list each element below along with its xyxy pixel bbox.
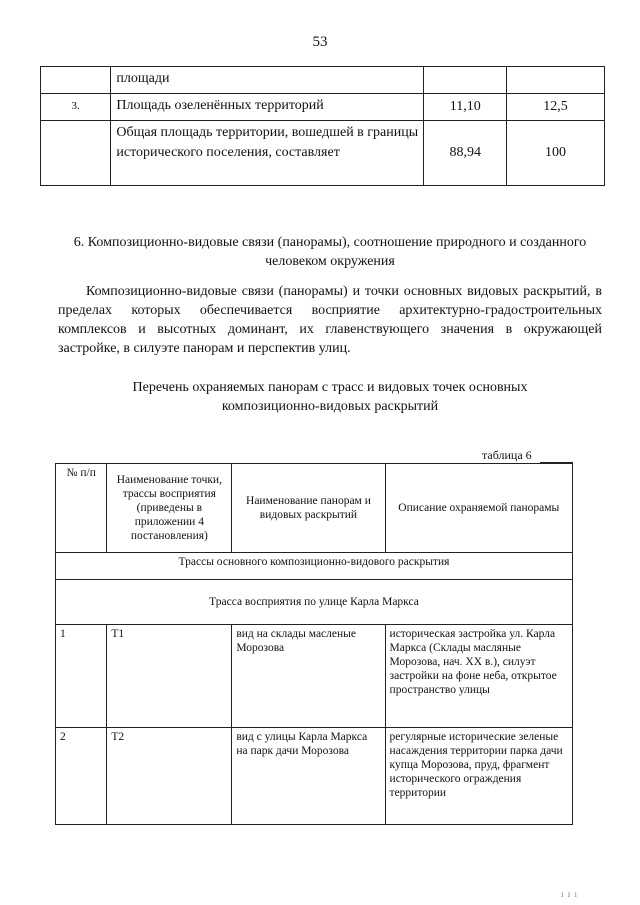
percent-cell <box>507 67 605 94</box>
scan-artifact: ı ı ı <box>560 889 578 899</box>
table-row <box>41 94 605 121</box>
section-subtitle: Трасса восприятия по улице Карла Маркса <box>56 580 573 625</box>
list-heading: Перечень охраняемых панорам с трасс и видовых точек основных композиционно-видовых раскрытий <box>132 380 528 414</box>
section-heading: 6. Композиционно-видовые связи (панорамы), соотношение природного и созданного человеком окружения <box>73 235 587 269</box>
section-title: Трассы основного композиционно-видового раскрытия <box>56 553 573 580</box>
panoramas-table <box>55 463 573 825</box>
header-panorama: Наименование панорам и видовых раскрытий <box>232 464 385 553</box>
row-number-cell <box>41 67 111 94</box>
area-balance-table <box>40 66 605 186</box>
body-paragraph: Композиционно-видовые связи (панорамы) и точки основных видовых раскрытий, в пределах которых обеспечивается восприятие архитектурно-градостроительных комплексов и высотных доминант, их главенствующего значения в окружающей застройке, в силуэте панорам и перспектив улиц. <box>58 284 602 356</box>
table-label: таблица 6 <box>482 448 532 462</box>
table-row <box>41 121 605 186</box>
row-name-cell: Площадь озеленённых территорий <box>111 94 424 121</box>
section-row <box>56 580 573 625</box>
value-cell: 88,94 <box>424 121 507 186</box>
description-cell: регулярные исторические зеленые насаждения территории парка дачи купца Морозова, пруд, фрагмент исторического ограждения территории <box>385 728 572 825</box>
header-num: № п/п <box>56 464 107 553</box>
table-row <box>56 625 573 728</box>
row-number-cell <box>41 121 111 186</box>
row-number-cell: 1 <box>56 625 107 728</box>
panorama-cell: вид с улицы Карла Маркса на парк дачи Морозова <box>232 728 385 825</box>
header-description: Описание охраняемой панорамы <box>385 464 572 553</box>
table-header-row <box>56 464 573 553</box>
row-number-cell: 3. <box>41 94 111 121</box>
row-name-cell: Общая площадь территории, вошедшей в границы исторического поселения, составляет <box>111 121 424 186</box>
percent-cell: 100 <box>507 121 605 186</box>
row-number-cell: 2 <box>56 728 107 825</box>
row-name-cell: площади <box>111 67 424 94</box>
panorama-cell: вид на склады масленые Морозова <box>232 625 385 728</box>
trace-cell: Т2 <box>107 728 232 825</box>
section-row <box>56 553 573 580</box>
description-cell: историческая застройка ул. Карла Маркса (Склады масляные Морозова, нач. XX в.), силуэт застройки на фоне неба, открытое пространство улицы <box>385 625 572 728</box>
table-row <box>56 728 573 825</box>
table-row <box>41 67 605 94</box>
value-cell: 11,10 <box>424 94 507 121</box>
page-number: 53 <box>312 34 328 50</box>
value-cell <box>424 67 507 94</box>
header-trace: Наименование точки, трассы восприятия (приведены в приложении 4 постановления) <box>107 464 232 553</box>
percent-cell: 12,5 <box>507 94 605 121</box>
trace-cell: Т1 <box>107 625 232 728</box>
